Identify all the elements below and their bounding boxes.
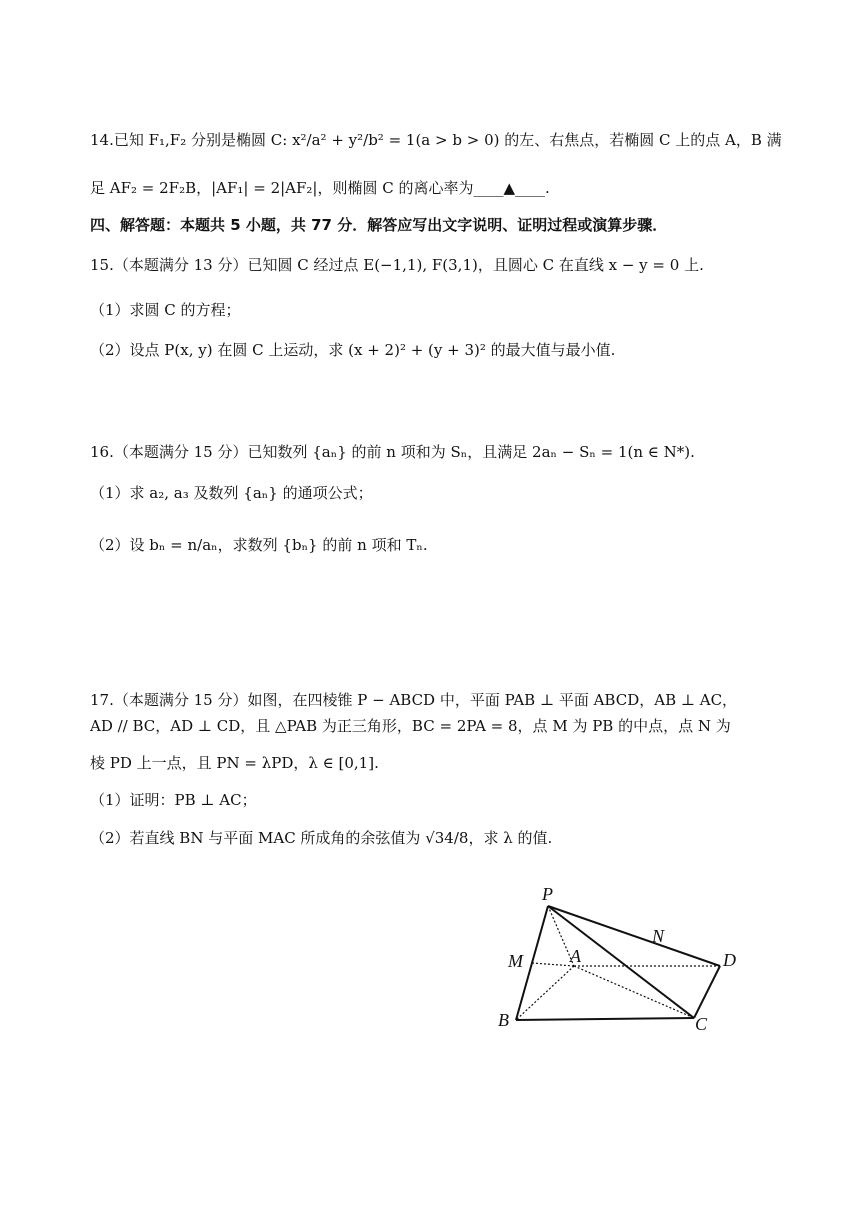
label-C: C bbox=[695, 1014, 708, 1034]
edge-AC bbox=[574, 966, 694, 1018]
q17-line1: 17.（本题满分 15 分）如图，在四棱锥 P − ABCD 中，平面 PAB ⊥ 平面 ABCD，AB ⊥ AC， bbox=[90, 691, 738, 709]
pyramid-figure bbox=[490, 880, 760, 1040]
q15-part2: （2）设点 P(x, y) 在圆 C 上运动，求 (x + 2)² + (y + 3)² 的最大值与最小值. bbox=[90, 341, 616, 359]
q16-stem: 16.（本题满分 15 分）已知数列 {aₙ} 的前 n 项和为 Sₙ，且满足 2aₙ − Sₙ = 1(n ∈ N*). bbox=[90, 443, 695, 461]
q17-part1: （1）证明：PB ⊥ AC； bbox=[90, 791, 257, 809]
edge-BC bbox=[516, 1018, 694, 1020]
q15-part1: （1）求圆 C 的方程； bbox=[90, 301, 241, 319]
segment-MA bbox=[532, 963, 574, 966]
label-A: A bbox=[570, 946, 581, 966]
label-N: N bbox=[652, 926, 665, 946]
section4-heading: 四、解答题：本题共 5 小题，共 77 分．解答应写出文字说明、证明过程或演算步骤． bbox=[90, 216, 668, 234]
edge-CD bbox=[694, 966, 720, 1018]
label-D: D bbox=[723, 950, 736, 970]
q17-part2: （2）若直线 BN 与平面 MAC 所成角的余弦值为 √34/8，求 λ 的值. bbox=[90, 829, 553, 847]
q17-line2: AD // BC，AD ⊥ CD，且 △PAB 为正三角形，BC = 2PA = 8，点 M 为 PB 的中点，点 N 为 bbox=[90, 717, 731, 735]
q14-line2: 足 AF₂ = 2F₂B，|AF₁| = 2|AF₂|，则椭圆 C 的离心率为____▲____. bbox=[90, 179, 550, 197]
q17-line3: 棱 PD 上一点，且 PN = λPD，λ ∈ [0,1]. bbox=[90, 754, 379, 772]
q14-line1: 14.已知 F₁,F₂ 分别是椭圆 C: x²/a² + y²/b² = 1(a > b > 0) 的左、右焦点，若椭圆 C 上的点 A，B 满 bbox=[90, 131, 782, 149]
q16-part2: （2）设 bₙ = n/aₙ，求数列 {bₙ} 的前 n 项和 Tₙ. bbox=[90, 536, 428, 554]
label-B: B bbox=[498, 1010, 509, 1030]
label-P: P bbox=[542, 884, 553, 904]
label-M: M bbox=[508, 951, 523, 971]
q15-stem: 15.（本题满分 13 分）已知圆 C 经过点 E(−1,1), F(3,1)，且圆心 C 在直线 x − y = 0 上. bbox=[90, 256, 704, 274]
q16-part1: （1）求 a₂, a₃ 及数列 {aₙ} 的通项公式； bbox=[90, 484, 373, 502]
edge-AB bbox=[516, 966, 574, 1020]
